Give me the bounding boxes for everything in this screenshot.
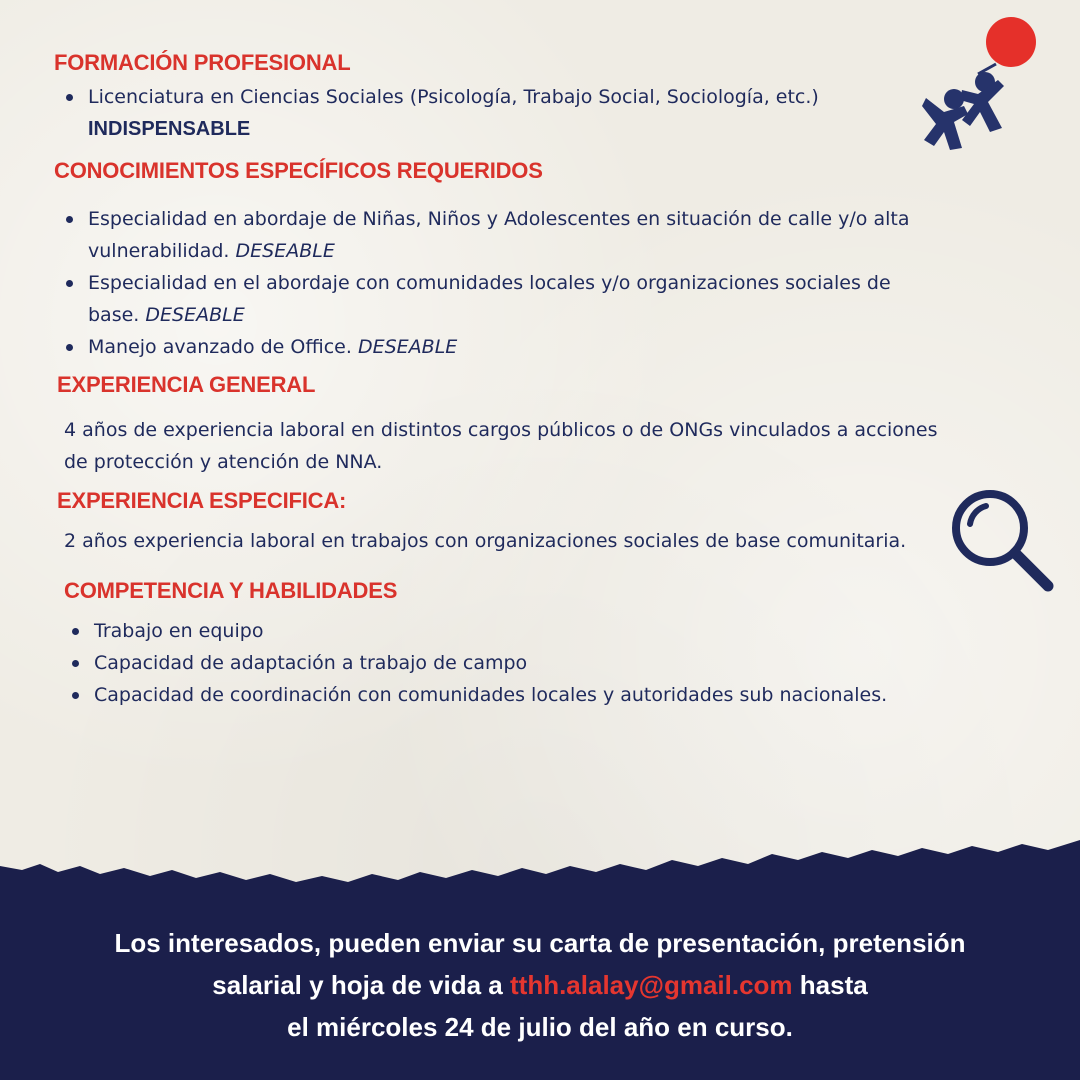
conocimientos-list — [56, 203, 976, 363]
magnifier-icon — [948, 486, 1058, 596]
formacion-list — [56, 81, 896, 145]
list-item: Capacidad de coordinación con comunidades locales y autoridades sub nacionales. — [62, 679, 962, 711]
footer-line-2 — [0, 964, 1080, 1006]
experiencia-especifica-text: 2 años experiencia laboral en trabajos con organizaciones sociales de base comunitaria. — [64, 530, 907, 552]
section-heading-formacion: FORMACIÓN PROFESIONAL — [54, 50, 351, 75]
footer-line-1: Los interesados, pueden enviar su carta de presentación, pretensión — [114, 928, 966, 958]
list-item-text: vulnerabilidad. — [88, 240, 230, 262]
list-item — [56, 267, 976, 331]
children-balloon-logo-icon — [918, 16, 1043, 156]
formacion-item-text: Licenciatura en Ciencias Sociales (Psicología, Trabajo Social, Sociología, etc.) — [88, 86, 819, 108]
list-item-text: Especialidad en abordaje de Niñas, Niños y Adolescentes en situación de calle y/o alta — [88, 208, 910, 230]
list-item — [56, 203, 976, 267]
footer-message — [0, 922, 1080, 1048]
section-heading-experiencia-general: EXPERIENCIA GENERAL — [57, 372, 316, 397]
text-line: de protección y atención de NNA. — [64, 451, 383, 473]
footer-text-prefix: salarial y hoja de vida a — [212, 970, 503, 1000]
footer-line-3: el miércoles 24 de julio del año en curso. — [287, 1012, 793, 1042]
list-item-text: Manejo avanzado de Office. — [88, 336, 352, 358]
contact-email-link[interactable]: tthh.alalay@gmail.com — [510, 970, 793, 1000]
desirable-tag: DESEABLE — [235, 240, 335, 262]
list-item-text: Especialidad en el abordaje con comunidades locales y/o organizaciones sociales de — [88, 272, 891, 294]
desirable-tag: DESEABLE — [357, 336, 458, 358]
text-line: 4 años de experiencia laboral en distintos cargos públicos o de ONGs vinculados a acciones — [64, 419, 938, 441]
desirable-tag: DESEABLE — [145, 304, 245, 326]
section-heading-conocimientos: CONOCIMIENTOS ESPECÍFICOS REQUERIDOS — [54, 158, 543, 183]
list-item — [56, 81, 896, 145]
list-item: Capacidad de adaptación a trabajo de campo — [62, 647, 962, 679]
competencias-list — [62, 615, 962, 711]
experiencia-general-text — [64, 414, 964, 478]
footer-text-suffix: hasta — [799, 970, 868, 1000]
requirement-badge: INDISPENSABLE — [88, 118, 251, 140]
list-item: Trabajo en equipo — [62, 615, 962, 647]
section-heading-competencias: COMPETENCIA Y HABILIDADES — [64, 578, 398, 603]
list-item — [56, 331, 976, 363]
section-heading-experiencia-especifica: EXPERIENCIA ESPECIFICA: — [57, 488, 347, 513]
list-item-text: base. — [88, 304, 140, 326]
